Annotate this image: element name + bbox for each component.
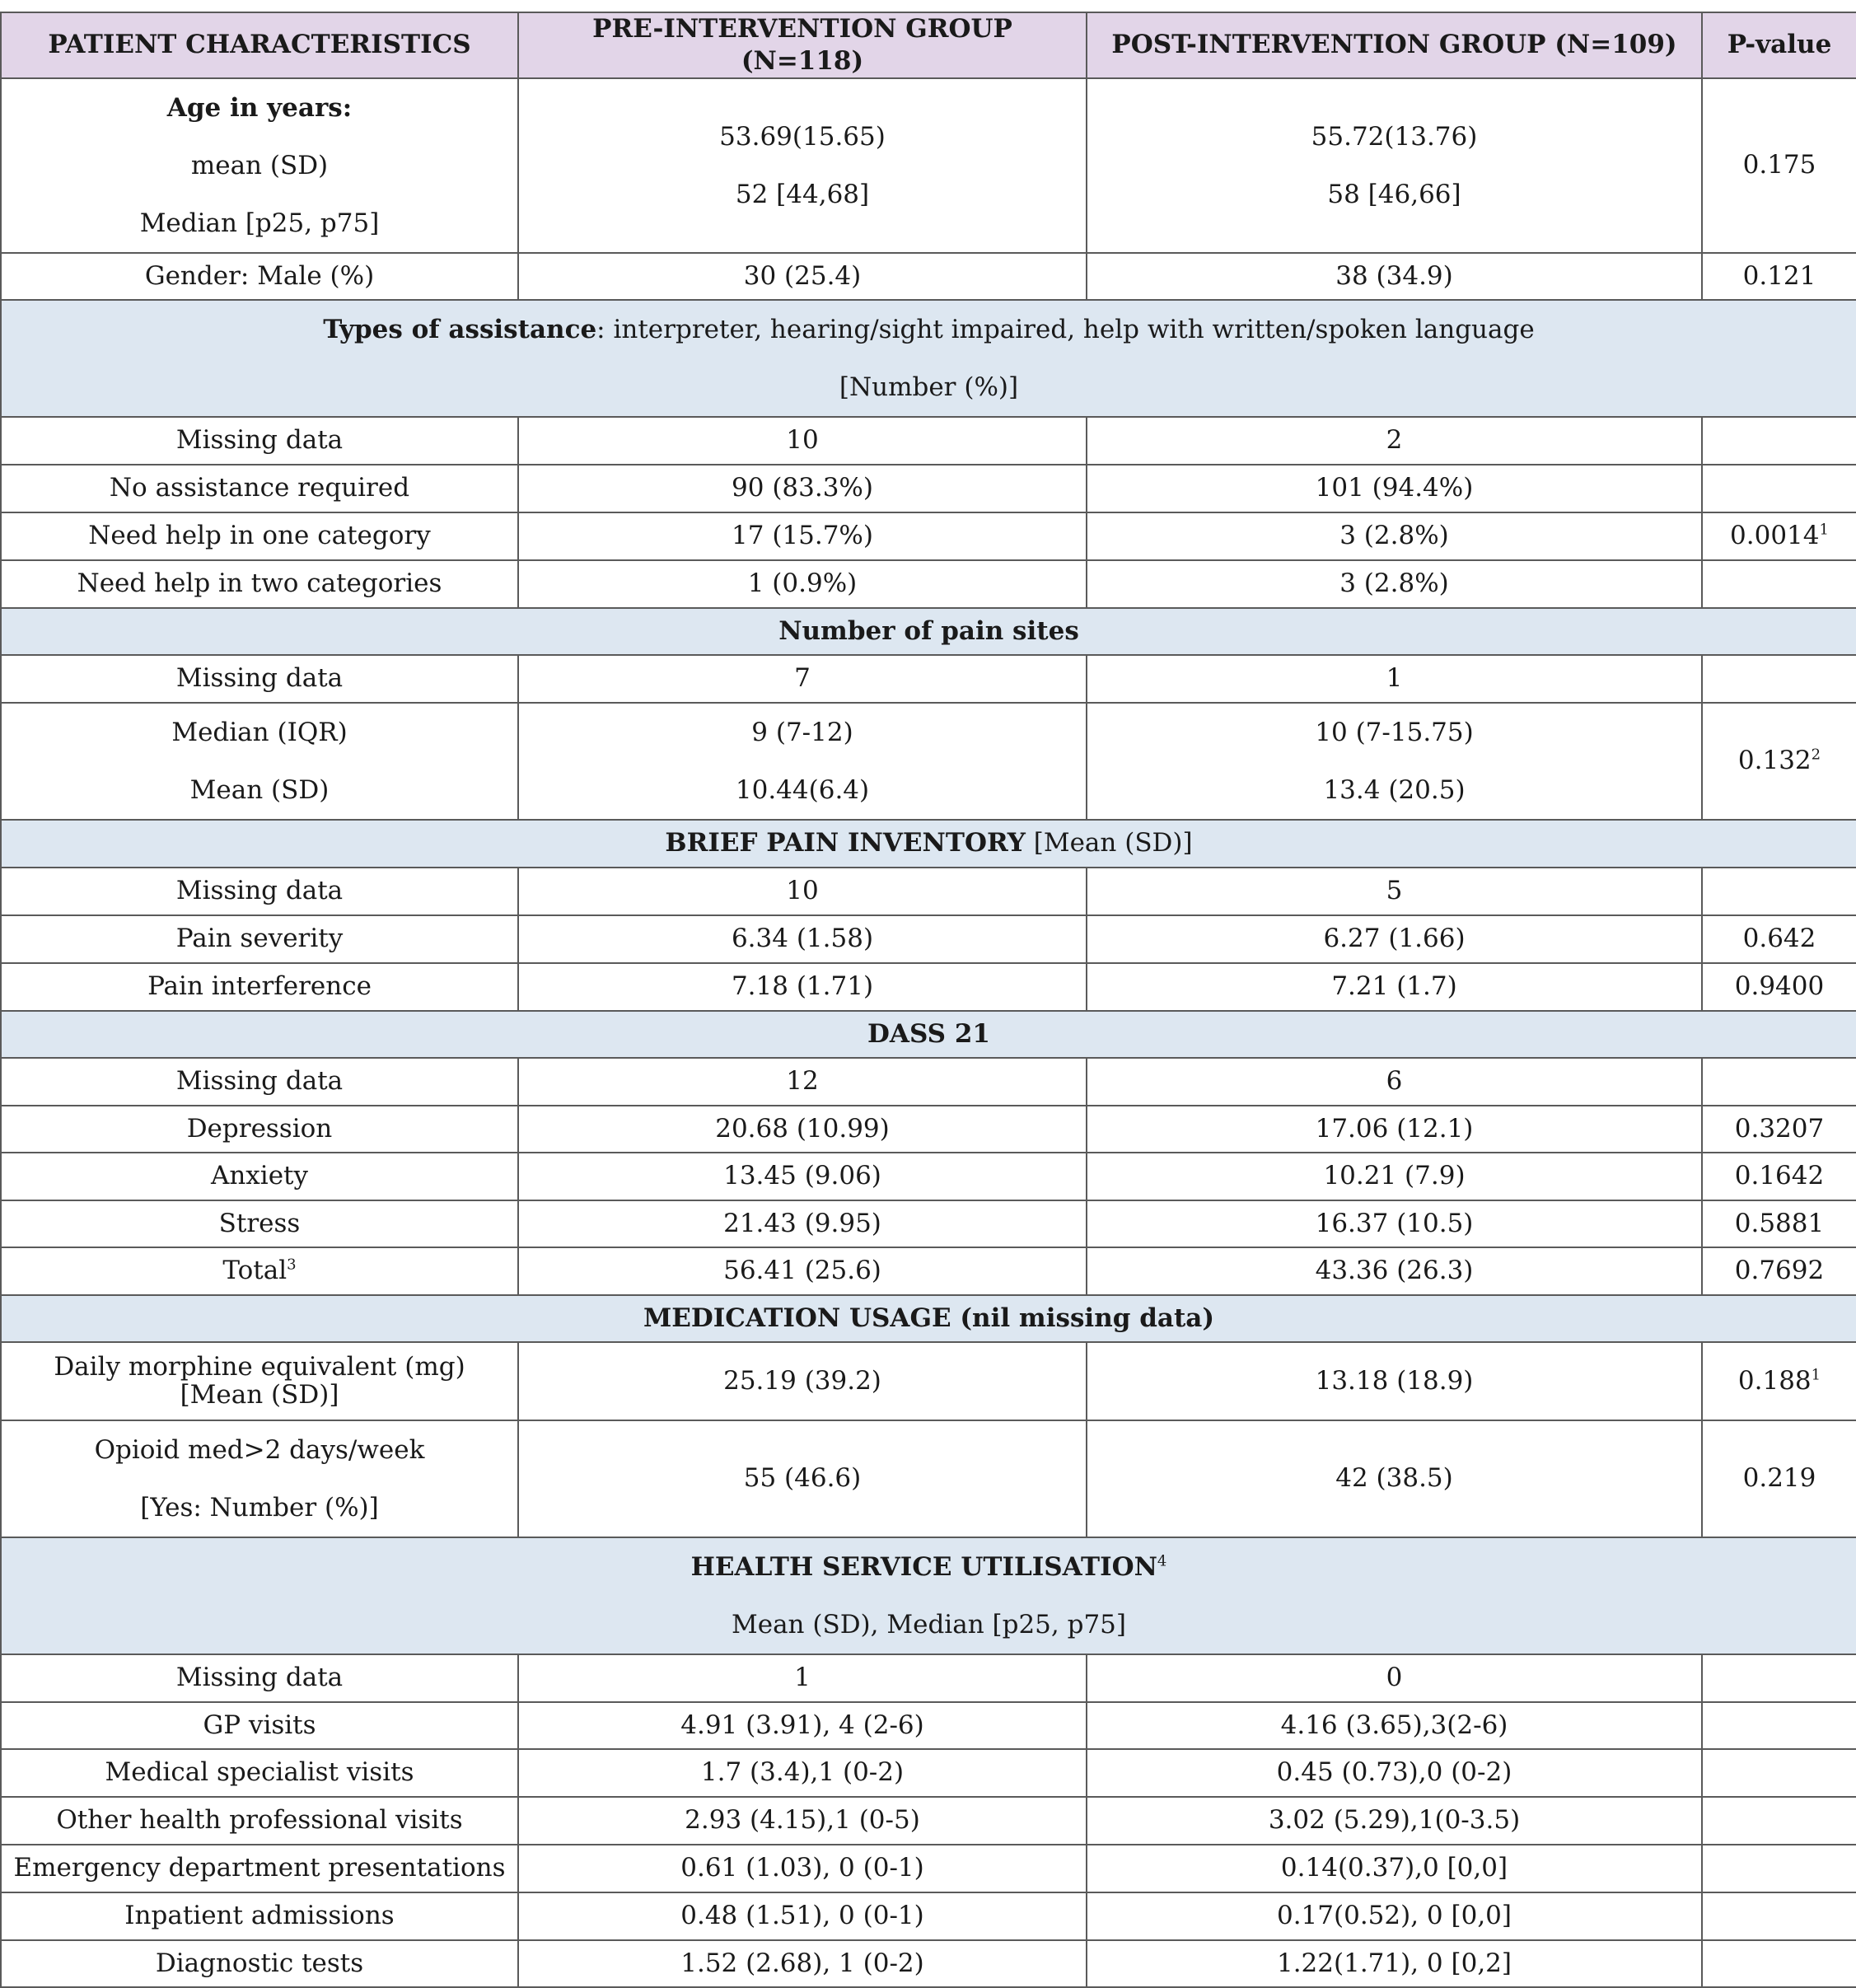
- row-pre: 10: [518, 417, 1087, 465]
- post-mean: 13.4 (20.5): [1323, 774, 1466, 805]
- p-value-text: 0.0014: [1730, 521, 1820, 551]
- row-pre: 90 (83.3%): [518, 465, 1087, 512]
- row-post: 6: [1087, 1058, 1702, 1106]
- row-post: 17.06 (12.1): [1087, 1106, 1702, 1153]
- row-pre: 20.68 (10.99): [518, 1106, 1087, 1153]
- table-row: [1, 1058, 1856, 1106]
- table-row: [1, 1797, 1856, 1845]
- header-cell: P-value: [1702, 12, 1856, 78]
- footnote-marker: 1: [1811, 1366, 1821, 1384]
- row-post: 0.45 (0.73),0 (0-2): [1087, 1749, 1702, 1797]
- row-pre: 2.93 (4.15),1 (0-5): [518, 1797, 1087, 1845]
- table-row: [1, 1247, 1856, 1295]
- row-pre: 25.19 (39.2): [518, 1342, 1087, 1420]
- age-median-label: Median [p25, p75]: [139, 208, 380, 238]
- table-row: [1, 1200, 1856, 1247]
- table-row: [1, 868, 1856, 915]
- row-p-value: [1702, 655, 1856, 703]
- row-pre: 1.52 (2.68), 1 (0-2): [518, 1940, 1087, 1987]
- row-p-value: [1702, 512, 1856, 560]
- age-p-value: 0.175: [1702, 78, 1856, 253]
- table-row: [1, 465, 1856, 512]
- row-p-value: [1702, 1058, 1856, 1106]
- row-p-value: [1702, 1342, 1856, 1420]
- opioid-label-line1: Opioid med>2 days/week: [94, 1434, 425, 1465]
- row-p-value: [1702, 868, 1856, 915]
- row-label: Daily morphine equivalent (mg) [Mean (SD)]: [1, 1342, 518, 1420]
- pain-sites-post-cell: [1087, 703, 1702, 820]
- row-pre: 1 (0.9%): [518, 560, 1087, 608]
- row-p-value: 0.642: [1702, 915, 1856, 963]
- gender-post: 38 (34.9): [1087, 253, 1702, 300]
- row-label: [1, 1247, 518, 1295]
- assistance-section-row: [1, 300, 1856, 417]
- row-label: Need help in one category: [1, 512, 518, 560]
- pain-sites-pre-cell: [518, 703, 1087, 820]
- medication-section-header: MEDICATION USAGE (nil missing data): [1, 1295, 1856, 1342]
- footnote-marker: 2: [1811, 746, 1821, 764]
- row-pre: 12: [518, 1058, 1087, 1106]
- gender-label: Gender: Male (%): [1, 253, 518, 300]
- header-row: [1, 12, 1856, 78]
- row-pre: 21.43 (9.95): [518, 1200, 1087, 1247]
- patient-characteristics-table: [0, 12, 1856, 1988]
- dass-section-row: [1, 1011, 1856, 1058]
- pre-mean: 10.44(6.4): [735, 774, 870, 805]
- health-section-header: [1, 1537, 1856, 1654]
- health-section-row: [1, 1537, 1856, 1654]
- row-label: Other health professional visits: [1, 1797, 518, 1845]
- table-row: [1, 1749, 1856, 1797]
- row-label: Missing data: [1, 655, 518, 703]
- row-post: 10.21 (7.9): [1087, 1153, 1702, 1200]
- total-label-text: Total: [222, 1256, 288, 1286]
- table-row: [1, 1106, 1856, 1153]
- row-p-value: 0.9400: [1702, 963, 1856, 1011]
- pain-sites-section-header: Number of pain sites: [1, 608, 1856, 655]
- table-row: [1, 1702, 1856, 1749]
- row-pre: 17 (15.7%): [518, 512, 1087, 560]
- row-post: 4.16 (3.65),3(2-6): [1087, 1702, 1702, 1749]
- row-label: Need help in two categories: [1, 560, 518, 608]
- row-post: 101 (94.4%): [1087, 465, 1702, 512]
- table-row: [1, 1654, 1856, 1702]
- row-pre: 10: [518, 868, 1087, 915]
- row-pre: 0.61 (1.03), 0 (0-1): [518, 1845, 1087, 1892]
- age-post-median: 58 [46,66]: [1327, 179, 1461, 209]
- row-post: 0: [1087, 1654, 1702, 1702]
- table-row: [1, 512, 1856, 560]
- row-p-value: 0.219: [1702, 1420, 1856, 1537]
- row-pre: 7: [518, 655, 1087, 703]
- row-p-value: [1702, 1749, 1856, 1797]
- p-value-text: 0.132: [1737, 746, 1812, 776]
- row-label: Pain interference: [1, 963, 518, 1011]
- row-label: Medical specialist visits: [1, 1749, 518, 1797]
- pain-sites-section-row: [1, 608, 1856, 655]
- row-post: 7.21 (1.7): [1087, 963, 1702, 1011]
- row-post: 13.18 (18.9): [1087, 1342, 1702, 1420]
- row-label: Missing data: [1, 1058, 518, 1106]
- age-post-cell: [1087, 78, 1702, 253]
- health-title: HEALTH SERVICE UTILISATION: [690, 1551, 1157, 1582]
- row-post: 5: [1087, 868, 1702, 915]
- row-p-value: [1702, 465, 1856, 512]
- assistance-section-header: [1, 300, 1856, 417]
- row-label: Anxiety: [1, 1153, 518, 1200]
- median-label: Median (IQR): [171, 717, 348, 747]
- row-p-value: 0.1642: [1702, 1153, 1856, 1200]
- row-p-value: [1702, 417, 1856, 465]
- row-post: 6.27 (1.66): [1087, 915, 1702, 963]
- row-label: [1, 1420, 518, 1537]
- row-post: 42 (38.5): [1087, 1420, 1702, 1537]
- row-post: 1.22(1.71), 0 [0,2]: [1087, 1940, 1702, 1987]
- assistance-title: Types of assistance: [323, 314, 597, 344]
- age-label-cell: [1, 78, 518, 253]
- table-row: [1, 1845, 1856, 1892]
- row-p-value: 0.3207: [1702, 1106, 1856, 1153]
- header-cell: POST-INTERVENTION GROUP (N=109): [1087, 12, 1702, 78]
- row-p-value: [1702, 1654, 1856, 1702]
- row-label: Stress: [1, 1200, 518, 1247]
- bpi-section-row: [1, 820, 1856, 868]
- table-row: [1, 655, 1856, 703]
- table-row: [1, 1420, 1856, 1537]
- pain-sites-p-value: [1702, 703, 1856, 820]
- age-pre-cell: [518, 78, 1087, 253]
- row-label: Depression: [1, 1106, 518, 1153]
- table-row: [1, 1940, 1856, 1987]
- bpi-section-header: [1, 820, 1856, 868]
- row-pre: 0.48 (1.51), 0 (0-1): [518, 1892, 1087, 1940]
- row-p-value: [1702, 560, 1856, 608]
- pain-sites-label-cell: [1, 703, 518, 820]
- table-row: [1, 915, 1856, 963]
- gender-p-value: 0.121: [1702, 253, 1856, 300]
- table-row: [1, 1342, 1856, 1420]
- age-row: [1, 78, 1856, 253]
- row-pre: 7.18 (1.71): [518, 963, 1087, 1011]
- table-row: [1, 560, 1856, 608]
- row-pre: 56.41 (25.6): [518, 1247, 1087, 1295]
- age-title: Age in years:: [166, 92, 353, 123]
- row-label: No assistance required: [1, 465, 518, 512]
- table-row: [1, 417, 1856, 465]
- row-label: GP visits: [1, 1702, 518, 1749]
- row-pre: 4.91 (3.91), 4 (2-6): [518, 1702, 1087, 1749]
- row-pre: 6.34 (1.58): [518, 915, 1087, 963]
- row-p-value: [1702, 1845, 1856, 1892]
- dass-section-header: DASS 21: [1, 1011, 1856, 1058]
- footnote-marker: 3: [287, 1256, 297, 1274]
- medication-section-row: [1, 1295, 1856, 1342]
- gender-pre: 30 (25.4): [518, 253, 1087, 300]
- age-mean-label: mean (SD): [190, 150, 329, 180]
- table-row: [1, 1153, 1856, 1200]
- row-label: Missing data: [1, 868, 518, 915]
- row-label: Emergency department presentations: [1, 1845, 518, 1892]
- row-p-value: [1702, 1940, 1856, 1987]
- assistance-subtitle: [Number (%)]: [839, 372, 1019, 402]
- row-post: 0.17(0.52), 0 [0,0]: [1087, 1892, 1702, 1940]
- row-label: Diagnostic tests: [1, 1940, 518, 1987]
- row-label: Pain severity: [1, 915, 518, 963]
- row-p-value: [1702, 1892, 1856, 1940]
- row-p-value: [1702, 1797, 1856, 1845]
- age-pre-mean: 53.69(15.65): [719, 121, 886, 152]
- row-label: Missing data: [1, 1654, 518, 1702]
- post-median: 10 (7-15.75): [1315, 717, 1474, 747]
- header-cell: PATIENT CHARACTERISTICS: [1, 12, 518, 78]
- pain-sites-stats-row: [1, 703, 1856, 820]
- header-cell: PRE-INTERVENTION GROUP (N=118): [518, 12, 1087, 78]
- p-value-text: 0.188: [1737, 1365, 1812, 1396]
- table-row: [1, 1892, 1856, 1940]
- row-label: Missing data: [1, 417, 518, 465]
- row-p-value: 0.7692: [1702, 1247, 1856, 1295]
- gender-row: [1, 253, 1856, 300]
- bpi-title: BRIEF PAIN INVENTORY: [665, 828, 1026, 858]
- opioid-label-line2: [Yes: Number (%)]: [140, 1492, 379, 1523]
- row-pre: 55 (46.6): [518, 1420, 1087, 1537]
- row-p-value: 0.5881: [1702, 1200, 1856, 1247]
- age-pre-median: 52 [44,68]: [735, 179, 870, 209]
- row-pre: 1: [518, 1654, 1087, 1702]
- row-post: 3 (2.8%): [1087, 512, 1702, 560]
- bpi-title-detail: [Mean (SD)]: [1025, 828, 1193, 858]
- row-label: Inpatient admissions: [1, 1892, 518, 1940]
- row-post: 1: [1087, 655, 1702, 703]
- row-post: 3.02 (5.29),1(0-3.5): [1087, 1797, 1702, 1845]
- row-pre: 13.45 (9.06): [518, 1153, 1087, 1200]
- footnote-marker: 1: [1819, 521, 1829, 539]
- table-row: [1, 963, 1856, 1011]
- age-post-mean: 55.72(13.76): [1311, 121, 1478, 152]
- row-post: 3 (2.8%): [1087, 560, 1702, 608]
- health-subtitle: Mean (SD), Median [p25, p75]: [731, 1609, 1126, 1640]
- row-post: 43.36 (26.3): [1087, 1247, 1702, 1295]
- footnote-marker: 4: [1157, 1552, 1167, 1570]
- row-post: 16.37 (10.5): [1087, 1200, 1702, 1247]
- row-p-value: [1702, 1702, 1856, 1749]
- assistance-title-detail: : interpreter, hearing/sight impaired, help with written/spoken language: [596, 314, 1535, 344]
- pre-median: 9 (7-12): [751, 717, 853, 747]
- mean-label: Mean (SD): [189, 774, 330, 805]
- row-post: 2: [1087, 417, 1702, 465]
- row-post: 0.14(0.37),0 [0,0]: [1087, 1845, 1702, 1892]
- row-pre: 1.7 (3.4),1 (0-2): [518, 1749, 1087, 1797]
